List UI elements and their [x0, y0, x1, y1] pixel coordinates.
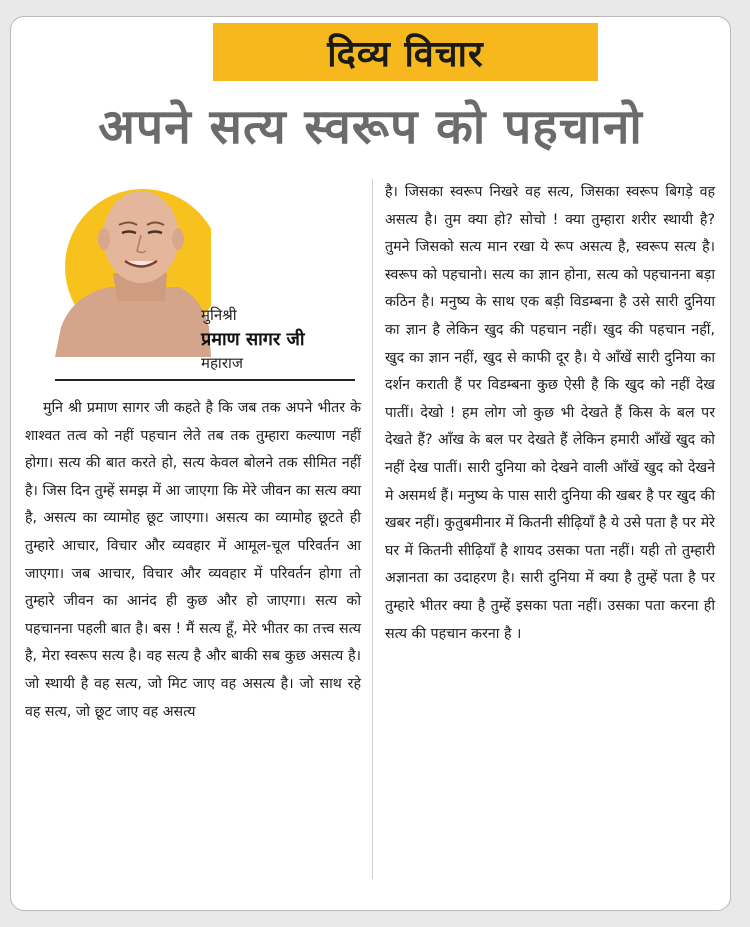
- section-banner: [213, 23, 598, 81]
- article-card: [10, 16, 731, 911]
- monk-portrait: [51, 177, 211, 357]
- article-column-right: है। जिसका स्वरूप निखरे वह सत्य, जिसका स्वरूप बिगड़े वह असत्य है। तुम क्या हो? सोचो ! क्या तुम्हारा शरीर स्थायी है? तुमने जिसको सत्य मान रखा ये रूप असत्य है, स्वरूप सत्य है। स्वरूप को पहचानो। सत्य का ज्ञान होना, सत्य को पहचानना बड़ा कठिन है। मनुष्य के साथ एक बड़ी विडम्बना है उसे सारी दुनिया का ज्ञान है लेकिन खुद की पहचान नहीं। खुद की पहचान नहीं, खुद का ज्ञान नहीं, खुद से काफी दूर है। ये आँखें सारी दुनिया का दर्शन कराती हैं पर विडम्बना कुछ ऐसी है कि खुद को नहीं देख पातीं। देखो ! हम लोग जो कुछ भी देखते हैं किस के बल पर देखते हैं? आँख के बल पर देखते हैं लेकिन हमारी आँखें खुद को नहीं देख पातीं। सारी दुनिया को देखने वाली आँखें खुद को देखने मे असमर्थ हैं। मनुष्य के पास सारी दुनिया की खबर है पर खुद की खबर नहीं। कुतुबमीनार में कितनी सीढ़ियाँ है ये उसे पता है पर मेरे घर में कितनी सीढ़ियाँ है शायद उसका पता नहीं। यही तो तुम्हारी अज्ञानता का उदाहरण है। सारी दुनिया में क्या है तुम्हें पता है पर तुम्हारे भीतर क्या है तुम्हें इसका पता नहीं। उसका पता करना ही सत्य की पहचान करना है ।: [385, 184, 715, 642]
- section-banner-text: दिव्य विचार: [327, 33, 484, 75]
- portrait-ear-right: [172, 228, 184, 250]
- author-prefix: मुनिश्री: [201, 306, 237, 324]
- headline: अपने सत्य स्वरूप को पहचानो: [98, 99, 643, 155]
- article-column-left: मुनि श्री प्रमाण सागर जी कहते है कि जब तक अपने भीतर के शाश्वत तत्व को नहीं पहचान लेते तब तक तुम्हारा कल्याण नहीं होगा। सत्य की बात करते हो, सत्य केवल बोलने तक सीमित नहीं है। जिस दिन तुम्हें समझ में आ जाएगा कि मेरे जीवन का सत्य क्या है, असत्य का व्यामोह छूट जाएगा। असत्य का व्यामोह छूटते ही तुम्हारे आचार, विचार और व्यवहार में आमूल-चूल परिवर्तन आ जाएगा। जब आचार, विचार और व्यवहार में परिवर्तन होगा तो तुम्हारे जीवन का आनंद ही कुछ और हो जाएगा। सत्य को पहचानना पहली बात है। बस ! मैं सत्य हूँ, मेरे भीतर का तत्त्व सत्य है, मेरा स्वरूप सत्य है। वह सत्य है और बाकी सब कुछ असत्य है। जो स्थायी है वह सत्य, जो मिट जाए वह असत्य है। जो साथ रहे वह सत्य, जो छूट जाए वह असत्य: [25, 400, 361, 720]
- portrait-ear-left: [98, 228, 110, 250]
- author-name: प्रमाण सागर जी: [201, 329, 305, 350]
- column-divider: [372, 179, 373, 879]
- author-suffix: महाराज: [201, 354, 243, 372]
- byline-rule: [55, 379, 355, 381]
